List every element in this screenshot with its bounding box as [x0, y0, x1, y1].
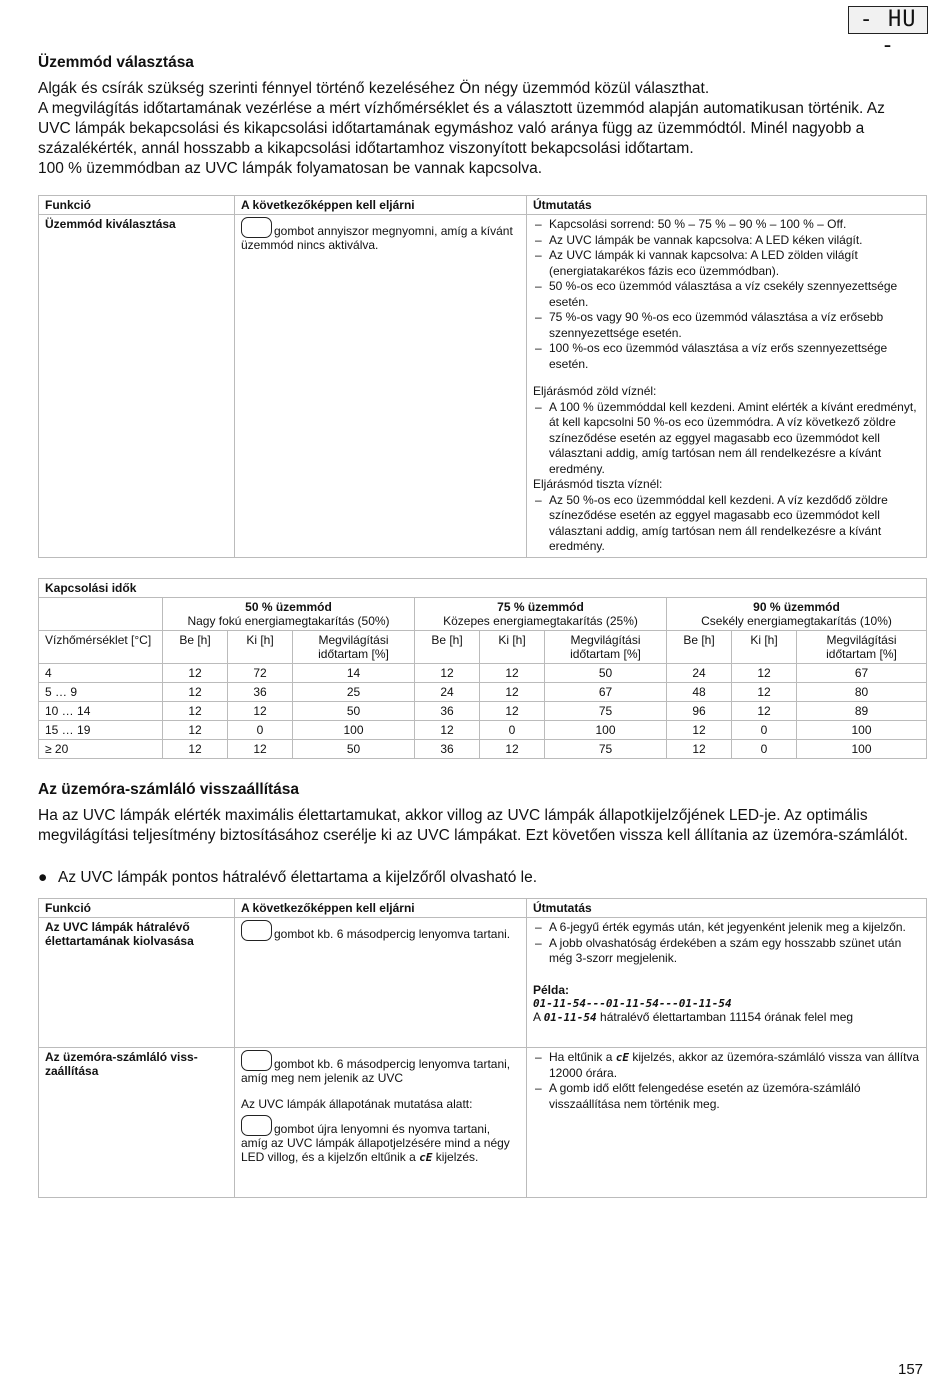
value-cell: 12: [480, 664, 545, 683]
col-header-light: Megvilágítási időtartam [%]: [545, 631, 667, 664]
value-cell: 12: [163, 683, 228, 702]
col-header-off: Ki [h]: [228, 631, 293, 664]
switching-times-table: [38, 578, 927, 759]
value-cell: 67: [797, 664, 927, 683]
value-cell: 12: [228, 740, 293, 759]
list-item: – A 6-jegyű érték egymás után, két jegyenként jelenik meg a kijelzőn.: [533, 920, 920, 936]
value-cell: 100: [545, 721, 667, 740]
value-cell: 75: [545, 740, 667, 759]
table-row: [39, 740, 927, 759]
reset-paragraph: Ha az UVC lámpák elérték maximális élettartamukat, akkor villog az UVC lámpák állapotkijelzőjének LED-je. Az optimális megvilágítási teljesítmény biztosításához cserélje ki az UVC lámpákat. Ezt követően vissza kell állítania az üzemóra-számlálót.: [38, 807, 909, 844]
table-row: [39, 664, 927, 683]
table-row: [39, 721, 927, 740]
value-cell: 12: [415, 664, 480, 683]
list-item: – Az UVC lámpák be vannak kapcsolva: A LED kéken világít.: [533, 233, 920, 249]
value-cell: 12: [163, 702, 228, 721]
col-header-on: Be [h]: [415, 631, 480, 664]
mode-50-header: [163, 598, 415, 631]
value-cell: 100: [293, 721, 415, 740]
list-item: – 75 %-os vagy 90 %-os eco üzemmód választása a víz erősebb szennyezettsége esetén.: [533, 310, 920, 341]
value-cell: 89: [797, 702, 927, 721]
temp-cell: 10 … 14: [39, 702, 163, 721]
mode-sub: Közepes energiamegtakarítás (25%): [443, 614, 638, 628]
list-item: – Kapcsolási sorrend: 50 % – 75 % – 90 % – 100 % – Off.: [533, 217, 920, 233]
value-cell: 67: [545, 683, 667, 702]
table-title: Kapcsolási idők: [39, 579, 927, 598]
clean-water-list: [533, 493, 920, 555]
guide-cell: [527, 918, 927, 1048]
temp-cell: 5 … 9: [39, 683, 163, 702]
value-cell: 14: [293, 664, 415, 683]
value-cell: 80: [797, 683, 927, 702]
value-cell: 36: [415, 740, 480, 759]
value-cell: 12: [480, 702, 545, 721]
value-cell: 50: [293, 740, 415, 759]
value-cell: 12: [415, 721, 480, 740]
value-cell: 75: [545, 702, 667, 721]
guide-list: [533, 217, 920, 372]
intro-paragraph-1: Algák és csírák szükség szerinti fénnyel történő kezeléséhez Ön négy üzemmód közül választhat.: [38, 80, 710, 97]
value-cell: 100: [797, 740, 927, 759]
value-cell: 12: [667, 721, 732, 740]
green-water-title: Eljárásmód zöld víznél:: [533, 384, 657, 398]
list-item: – 100 %-os eco üzemmód választása a víz erős szennyezettsége esetén.: [533, 341, 920, 372]
value-cell: 12: [163, 740, 228, 759]
list-item: [533, 1050, 920, 1081]
col-header-function: Funkció: [39, 899, 235, 918]
value-cell: 0: [480, 721, 545, 740]
display-ce: cE: [615, 1051, 629, 1064]
function-cell: Az üzemóra-számláló visszaállítása: [39, 1048, 235, 1198]
value-cell: 25: [293, 683, 415, 702]
value-cell: 0: [732, 740, 797, 759]
value-cell: 100: [797, 721, 927, 740]
value-cell: 72: [228, 664, 293, 683]
mode-name: 90 % üzemmód: [753, 600, 840, 614]
procedure-cell: [235, 215, 527, 558]
col-header-guide: Útmutatás: [527, 899, 927, 918]
procedure-text: gombot annyiszor megnyomni, amíg a kívánt üzemmód nincs aktiválva.: [241, 224, 513, 252]
list-item: – A gomb idő előtt felengedése esetén az üzemóra-számláló visszaállítása nem történik meg.: [533, 1081, 920, 1112]
col-header-off: Ki [h]: [480, 631, 545, 664]
value-cell: 24: [667, 664, 732, 683]
value-cell: 96: [667, 702, 732, 721]
intro-paragraph-2: A megvilágítás időtartamának vezérlése a mért vízhőmérséklet és a választott üzemmód alapján automatikusan történik. Az UVC lámpák bekapcsolási és kikapcsolási időtartamának egymáshoz való aránya függ az üzemmódtól. Minél nagyobb a százalékérték, annál hosszabb a kikapcsolási időtartamhoz viszonyított bekapcsolási időtartam.: [38, 100, 885, 157]
temp-cell: 4: [39, 664, 163, 683]
list-item: – Az 50 %-os eco üzemmóddal kell kezdeni. A víz kezdődő zöldre színeződése esetén az eggyel magasabb eco üzemmódot kell választani addig, amíg tartósan nem áll rendelkezésre a kívánt eredmény.: [533, 493, 920, 555]
procedure-text: Az UVC lámpák állapotának mutatása alatt:: [241, 1097, 473, 1111]
value-cell: 24: [415, 683, 480, 702]
value-cell: 0: [228, 721, 293, 740]
temp-cell: 15 … 19: [39, 721, 163, 740]
col-header-light: Megvilágítási időtartam [%]: [797, 631, 927, 664]
mode-name: 75 % üzemmód: [497, 600, 584, 614]
procedure-text: gombot kb. 6 másodpercig lenyomva tartani.: [274, 927, 511, 941]
button-icon: [241, 217, 272, 238]
button-icon: [241, 1115, 272, 1136]
example-display: 01-11-54---01-11-54---01-11-54: [533, 996, 732, 1010]
mode-name: 50 % üzemmód: [245, 600, 332, 614]
col-header-procedure: A következőképpen kell eljárni: [235, 899, 527, 918]
value-cell: 12: [228, 702, 293, 721]
col-header-guide: Útmutatás: [527, 196, 927, 215]
section-title-mode: Üzemmód választása: [38, 54, 194, 71]
value-cell: 0: [732, 721, 797, 740]
guide-list: [533, 1050, 920, 1112]
guide-cell: [527, 215, 927, 558]
bullet-icon: ●: [38, 869, 48, 886]
button-icon: [241, 920, 272, 941]
mode-sub: Csekély energiamegtakarítás (10%): [701, 614, 892, 628]
col-header-function: Funkció: [39, 196, 235, 215]
empty-cell: [39, 598, 163, 631]
value-cell: 50: [293, 702, 415, 721]
button-icon: [241, 1050, 272, 1071]
value-cell: 12: [732, 702, 797, 721]
procedure-text: gombot újra lenyomni és nyomva tartani, amíg az UVC lámpák állapotjelzésére mind a négy LED villog, és a kijelzőn eltűnik a: [241, 1122, 510, 1164]
function-cell: Az UVC lámpák hátralévő élettartamának kiolvasása: [39, 918, 235, 1048]
table-row: [39, 683, 927, 702]
example-text: [533, 1010, 920, 1024]
procedure-cell: [235, 918, 527, 1048]
switching-times-body: [39, 664, 927, 759]
col-header-light: Megvilágítási időtartam [%]: [293, 631, 415, 664]
col-header-on: Be [h]: [667, 631, 732, 664]
function-cell: Üzemmód kiválasztása: [39, 215, 235, 558]
value-cell: 36: [228, 683, 293, 702]
guide-list: [533, 920, 920, 967]
procedure-cell: [235, 1048, 527, 1198]
page-number: 157: [898, 1361, 924, 1378]
list-item: – A 100 % üzemmóddal kell kezdeni. Amint elérték a kívánt eredményt, át kell kapcsolni 50 %-os eco üzemmódra. A víz következő zöldre színeződése esetén az eggyel magasabb eco üzemmódot kell választani addig, amíg tartósan nem áll rendelkezésre a kívánt eredmény.: [533, 400, 920, 478]
section-intro: [38, 79, 918, 179]
value-cell: 12: [163, 721, 228, 740]
col-header-off: Ki [h]: [732, 631, 797, 664]
section-title-reset: Az üzemóra-számláló visszaállítása: [38, 781, 300, 798]
value-cell: 12: [480, 683, 545, 702]
value-cell: 48: [667, 683, 732, 702]
value-cell: 36: [415, 702, 480, 721]
value-cell: 12: [732, 683, 797, 702]
col-header-procedure: A következőképpen kell eljárni: [235, 196, 527, 215]
example-label: Példa:: [533, 982, 570, 997]
col-header-temp: Vízhőmérséklet [°C]: [39, 631, 163, 664]
list-item: – A jobb olvashatóság érdekében a szám egy hosszabb szünet után még 3-szorr megjelenik.: [533, 936, 920, 967]
list-item: – 50 %-os eco üzemmód választása a víz csekély szennyezettsége esetén.: [533, 279, 920, 310]
hour-counter-table: [38, 898, 927, 1198]
bullet-item: [38, 869, 537, 887]
list-item: – Az UVC lámpák ki vannak kapcsolva: A LED zölden világít (energiatakarékos fázis eco üzemmódban).: [533, 248, 920, 279]
display-ce: cE: [419, 1151, 433, 1164]
mode-90-header: [667, 598, 927, 631]
guide-text: kijelzés, akkor az üzemóra-számláló vissza van állítva 12000 órára.: [549, 1050, 920, 1080]
example-prefix: A: [533, 1009, 541, 1024]
col-header-on: Be [h]: [163, 631, 228, 664]
value-cell: 12: [163, 664, 228, 683]
green-water-list: [533, 400, 920, 478]
bullet-text: Az UVC lámpák pontos hátralévő élettartama a kijelzőről olvasható le.: [58, 869, 538, 886]
procedure-text: kijelzés.: [435, 1150, 479, 1164]
temp-cell: ≥ 20: [39, 740, 163, 759]
mode-selection-table: [38, 195, 927, 558]
intro-paragraph-3: 100 % üzemmódban az UVC lámpák folyamatosan be vannak kapcsolva.: [38, 160, 543, 177]
clean-water-title: Eljárásmód tiszta víznél:: [533, 477, 663, 491]
procedure-text: gombot kb. 6 másodpercig lenyomva tartani, amíg meg nem jelenik az UVC: [241, 1057, 511, 1085]
value-cell: 12: [667, 740, 732, 759]
value-cell: 50: [545, 664, 667, 683]
value-cell: 12: [732, 664, 797, 683]
guide-text: Ha eltűnik a: [549, 1050, 613, 1064]
example-value: 01-11-54: [543, 1010, 597, 1024]
table-row: [39, 702, 927, 721]
example-suffix: hátralévő élettartamban 11154 órának felel meg: [600, 1009, 854, 1024]
mode-75-header: [415, 598, 667, 631]
value-cell: 12: [480, 740, 545, 759]
guide-cell: [527, 1048, 927, 1198]
mode-sub: Nagy fokú energiamegtakarítás (50%): [187, 614, 390, 628]
language-tag: - HU -: [848, 6, 928, 34]
